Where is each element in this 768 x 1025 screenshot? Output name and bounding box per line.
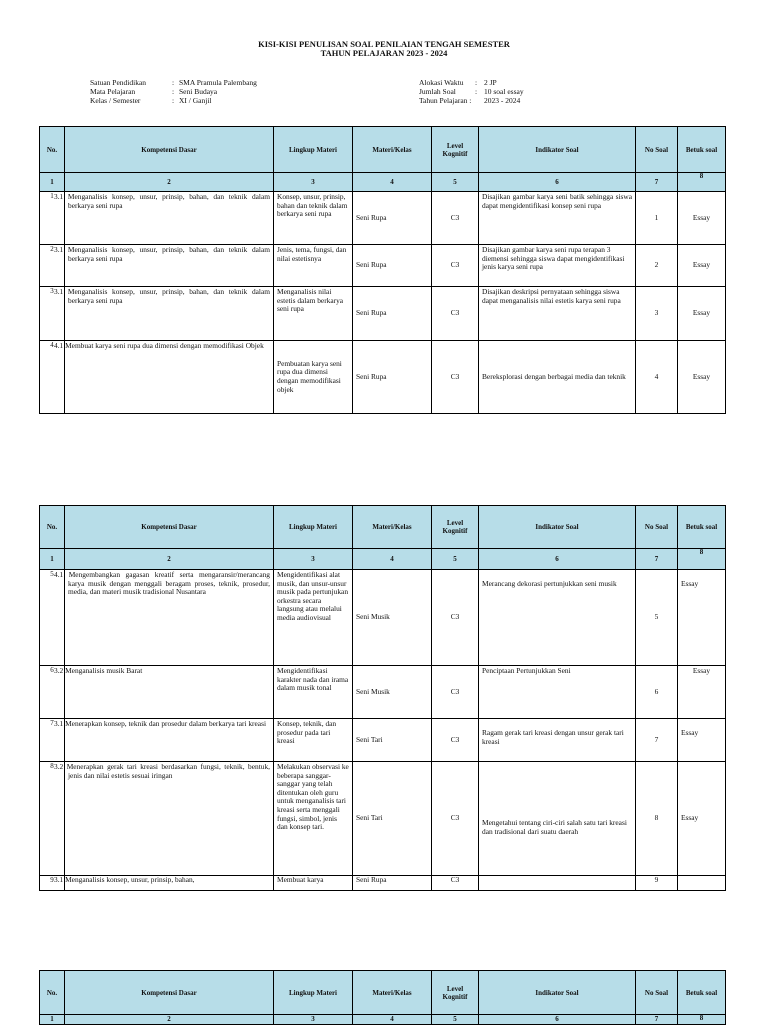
document-title: KISI-KISI PENULISAN SOAL PENILAIAN TENGAH SEMESTER [258, 39, 510, 49]
col-number: 8 [678, 549, 726, 570]
info-label: Jumlah Soal [419, 87, 456, 97]
table-row [40, 876, 726, 891]
row-no-soal: 5 [636, 570, 678, 666]
row-level: C3 [432, 666, 479, 719]
col-header-bentuk: Betuk soal [678, 971, 726, 1015]
info-label: Kelas / Semester [90, 96, 141, 106]
col-number: 4 [353, 549, 432, 570]
col-header-no-soal: No Soal [636, 127, 678, 173]
info-value: 10 soal essay [484, 87, 524, 97]
row-no: 2 [40, 245, 65, 287]
col-header-lingkup: Lingkup Materi [274, 971, 353, 1015]
table-row [40, 719, 726, 762]
col-header-indikator: Indikator Soal [479, 971, 636, 1015]
header-row [40, 971, 726, 1015]
row-no: 5 [40, 570, 65, 666]
row-bentuk: Essay [678, 719, 726, 762]
col-header-materi: Materi/Kelas [353, 127, 432, 173]
col-header-lingkup: Lingkup Materi [274, 506, 353, 549]
row-no-soal: 3 [636, 287, 678, 341]
col-number: 7 [636, 549, 678, 570]
col-number: 2 [65, 1015, 274, 1025]
row-no: 4 [40, 341, 65, 414]
info-right-values [484, 78, 524, 106]
row-lingkup: Pembuatan karya seni rupa dua dimensi dengan memodifikasi objek [274, 341, 353, 414]
row-lingkup: Mengidentifikasi karakter nada dan irama dalam musik tonal [274, 666, 353, 719]
table-row [40, 192, 726, 245]
row-indikator: Ragam gerak tari kreasi dengan unsur gerak tari kreasi [479, 719, 636, 762]
col-number: 1 [40, 549, 65, 570]
row-lingkup: Jenis, tema, fungsi, dan nilai estetisnya [274, 245, 353, 287]
col-number: 6 [479, 173, 636, 192]
row-lingkup: Mengidentifikasi alat musik, dan unsur-unsur musik pada pertunjukan orkestra secara langsung atau melalui media audiovisual [274, 570, 353, 666]
col-header-level: Level Kognitif [432, 506, 479, 549]
info-label: Satuan Pendidikan [90, 78, 147, 87]
info-label: Mata Pelajaran [90, 87, 136, 97]
row-kd: 3.1 Menerapkan konsep, teknik dan prosedur dalam berkarya tari kreasi [65, 719, 274, 762]
info-label: Tahun Pelajaran : [419, 96, 472, 106]
table-row [40, 762, 726, 876]
row-indikator: Disajikan deskripsi pernyataan sehingga siswa dapat menganalisis nilai estetis karya seni rupa [479, 287, 636, 341]
info-value: 2 JP [484, 78, 497, 87]
row-level: C3 [432, 287, 479, 341]
table-row [40, 245, 726, 287]
row-bentuk: Essay [678, 192, 726, 245]
col-number: 1 [40, 173, 65, 192]
header-row [40, 127, 726, 173]
col-header-level: Level Kognitif [432, 127, 479, 173]
row-kd: 3.1 Menganalisis konsep, unsur, prinsip, bahan, dan teknik dalam berkarya seni rupa [65, 192, 274, 245]
row-no: 7 [40, 719, 65, 762]
table-row [40, 287, 726, 341]
info-left-labels [90, 78, 146, 106]
col-number: 6 [479, 549, 636, 570]
col-number: 1 [40, 1015, 65, 1025]
col-header-materi: Materi/Kelas [353, 506, 432, 549]
row-materi: Seni Rupa [353, 876, 432, 891]
row-no: 3 [40, 287, 65, 341]
col-header-no: No. [40, 127, 65, 173]
col-header-lingkup: Lingkup Materi [274, 127, 353, 173]
row-no: 8 [40, 762, 65, 876]
info-sep: : [172, 96, 175, 106]
row-no-soal: 6 [636, 666, 678, 719]
col-header-no-soal: No Soal [636, 971, 678, 1015]
row-no-soal: 7 [636, 719, 678, 762]
document-subtitle: TAHUN PELAJARAN 2023 - 2024 [320, 48, 448, 58]
row-bentuk: Essay [678, 341, 726, 414]
row-bentuk: Essay [678, 666, 726, 719]
row-no-soal: 1 [636, 192, 678, 245]
row-lingkup: Konsep, teknik, dan prosedur pada tari kreasi [274, 719, 353, 762]
row-bentuk: Essay [678, 762, 726, 876]
row-indikator: Disajikan gambar karya seni batik sehingga siswa dapat mengidentifikasi konsep seni rupa [479, 192, 636, 245]
col-header-bentuk: Betuk soal [678, 127, 726, 173]
info-sep: : [172, 87, 175, 97]
col-number: 4 [353, 173, 432, 192]
column-number-row [40, 1015, 726, 1025]
row-level: C3 [432, 245, 479, 287]
row-lingkup: Melakukan observasi ke beberapa sanggar-sanggar yang telah ditentukan oleh guru untuk menganalisis tari kreasi serta menggali fungsi, simbol, jenis dan konsep tari. [274, 762, 353, 876]
row-level: C3 [432, 876, 479, 891]
col-header-indikator: Indikator Soal [479, 127, 636, 173]
kisi-table-3 [39, 970, 726, 1025]
row-materi: Seni Rupa [353, 192, 432, 245]
table-row [40, 341, 726, 414]
kisi-table-1 [39, 126, 726, 414]
column-number-row [40, 549, 726, 570]
row-lingkup: Menganalisis nilai estetis dalam berkarya seni rupa [274, 287, 353, 341]
row-kd: 3.2 Menerapkan gerak tari kreasi berdasarkan fungsi, teknik, bentuk, jenis dan nilai estetis sesuai iringan [65, 762, 274, 876]
col-header-kd: Kompetensi Dasar [65, 971, 274, 1015]
col-number: 8 [678, 173, 726, 192]
col-number: 5 [432, 549, 479, 570]
row-materi: Seni Tari [353, 762, 432, 876]
row-no-soal: 9 [636, 876, 678, 891]
row-no: 9 [40, 876, 65, 891]
row-level: C3 [432, 570, 479, 666]
col-number: 6 [479, 1015, 636, 1025]
header-row [40, 506, 726, 549]
info-sep: : [475, 78, 478, 87]
col-number: 8 [678, 1015, 726, 1025]
row-kd: 4.1 Mengembangkan gagasan kreatif serta mengaransir/merancang karya musik dengan menggali beragam proses, teknik, prosedur, media, dan materi musik tradisional Nusantara [65, 570, 274, 666]
info-right-seps [475, 78, 477, 96]
row-indikator: Disajikan gambar karya seni rupa terapan 3 diemensi sehingga siswa dapat mengidentifikasi jenis karya seni rupa [479, 245, 636, 287]
row-materi: Seni Musik [353, 666, 432, 719]
col-number: 3 [274, 549, 353, 570]
row-materi: Seni Rupa [353, 245, 432, 287]
col-header-no: No. [40, 506, 65, 549]
col-number: 3 [274, 173, 353, 192]
row-kd: 3.2 Menganalisis musik Barat [65, 666, 274, 719]
row-level: C3 [432, 341, 479, 414]
info-left-values [179, 78, 257, 106]
row-bentuk: Essay [678, 245, 726, 287]
col-number: 5 [432, 1015, 479, 1025]
info-value: SMA Pramula Palembang [179, 78, 257, 87]
col-header-no: No. [40, 971, 65, 1015]
row-no-soal: 4 [636, 341, 678, 414]
row-no-soal: 2 [636, 245, 678, 287]
row-materi: Seni Rupa [353, 341, 432, 414]
info-value: Seni Budaya [179, 87, 218, 97]
row-lingkup: Membuat karya [274, 876, 353, 891]
col-header-level: Level Kognitif [432, 971, 479, 1015]
row-level: C3 [432, 719, 479, 762]
col-header-bentuk: Betuk soal [678, 506, 726, 549]
col-number: 4 [353, 1015, 432, 1025]
row-indikator: Penciptaan Pertunjukkan Seni [479, 666, 636, 719]
col-header-kd: Kompetensi Dasar [65, 127, 274, 173]
row-indikator: Merancang dekorasi pertunjukkan seni musik [479, 570, 636, 666]
row-kd: 4.1 Membuat karya seni rupa dua dimensi dengan memodifikasi Objek [65, 341, 274, 414]
row-level: C3 [432, 192, 479, 245]
col-number: 2 [65, 549, 274, 570]
info-value: XI / Ganjil [179, 96, 212, 106]
col-number: 5 [432, 173, 479, 192]
col-header-indikator: Indikator Soal [479, 506, 636, 549]
row-bentuk [678, 876, 726, 891]
row-indikator [479, 876, 636, 891]
row-indikator: Mengetahui tentang ciri-ciri salah satu tari kreasi dan tradisional dari suatu daerah [479, 762, 636, 876]
row-lingkup: Konsep, unsur, prinsip, bahan dan teknik dalam berkarya seni rupa [274, 192, 353, 245]
column-number-row [40, 173, 726, 192]
kisi-table-2 [39, 505, 726, 891]
row-materi: Seni Rupa [353, 287, 432, 341]
row-no-soal: 8 [636, 762, 678, 876]
table-row [40, 666, 726, 719]
row-materi: Seni Tari [353, 719, 432, 762]
info-left-seps [172, 78, 174, 106]
col-number: 7 [636, 1015, 678, 1025]
col-number: 3 [274, 1015, 353, 1025]
col-number: 7 [636, 173, 678, 192]
info-value: 2023 - 2024 [484, 96, 521, 106]
row-bentuk: Essay [678, 570, 726, 666]
info-sep: : [475, 87, 478, 97]
row-kd: 3.1 Menganalisis konsep, unsur, prinsip, bahan, dan teknik dalam berkarya seni rupa [65, 287, 274, 341]
col-header-materi: Materi/Kelas [353, 971, 432, 1015]
row-bentuk: Essay [678, 287, 726, 341]
row-level: C3 [432, 762, 479, 876]
info-label: Alokasi Waktu [419, 78, 464, 87]
info-sep: : [172, 78, 175, 87]
row-indikator: Bereksplorasi dengan berbagai media dan teknik [479, 341, 636, 414]
row-kd: 3.1 Menganalisis konsep, unsur, prinsip, bahan, dan teknik dalam berkarya seni rupa [65, 245, 274, 287]
row-no: 6 [40, 666, 65, 719]
row-no: 1 [40, 192, 65, 245]
row-materi: Seni Musik [353, 570, 432, 666]
col-number: 2 [65, 173, 274, 192]
info-right-labels [419, 78, 471, 106]
col-header-no-soal: No Soal [636, 506, 678, 549]
col-header-kd: Kompetensi Dasar [65, 506, 274, 549]
table-row [40, 570, 726, 666]
row-kd: 3.1 Menganalisis konsep, unsur, prinsip, bahan, [65, 876, 274, 891]
